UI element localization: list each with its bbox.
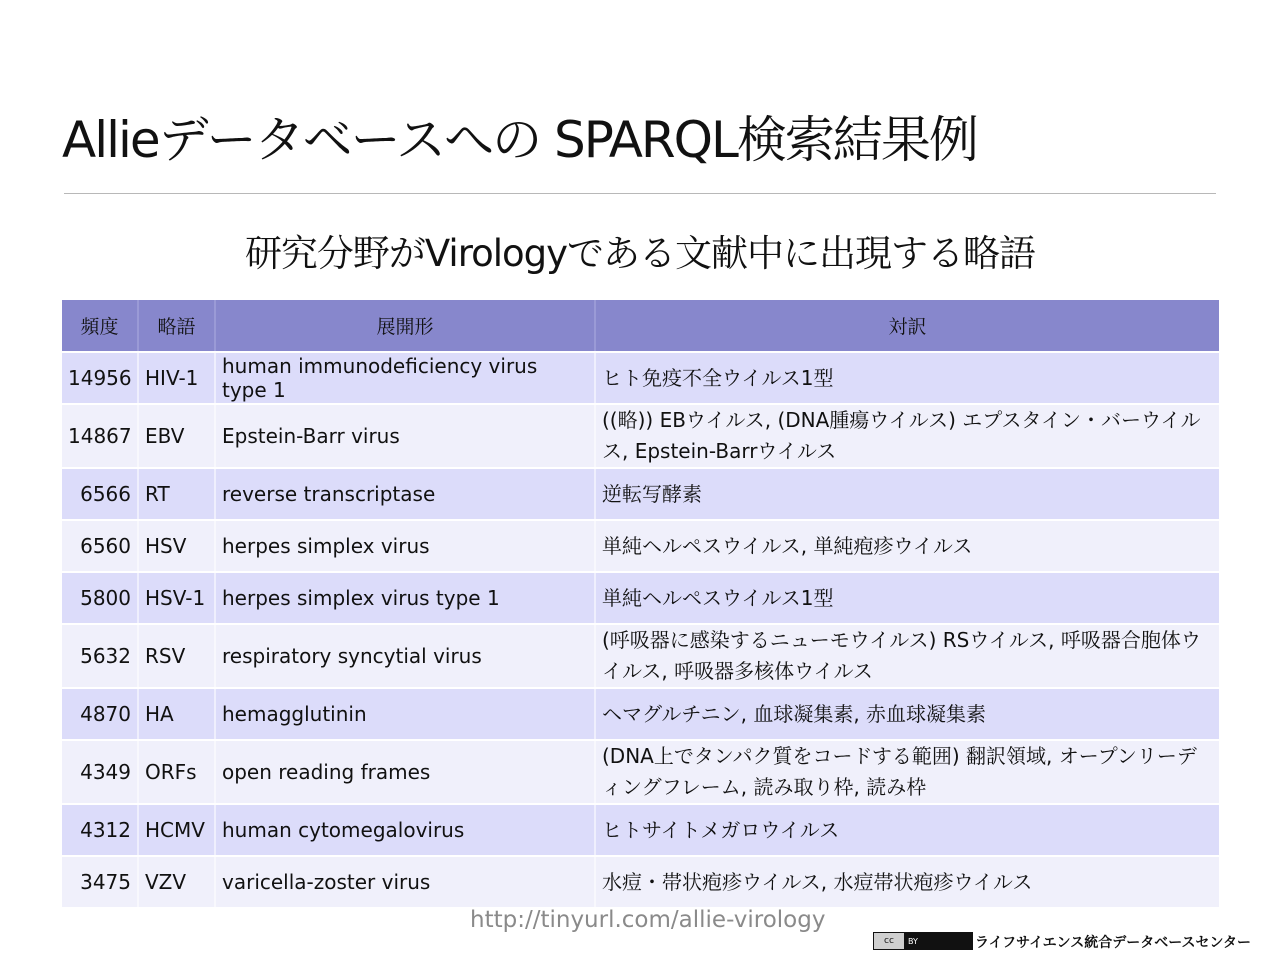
cell-translation: 水痘・帯状疱疹ウイルス, 水痘帯状疱疹ウイルス [596, 857, 1219, 907]
cell-abbreviation: RSV [139, 625, 216, 687]
cell-translation: (DNA上でタンパク質をコードする範囲) 翻訳領域, オープンリーディングフレーム, 読み取り枠, 読み枠 [596, 741, 1219, 803]
header-expansion: 展開形 [216, 300, 596, 351]
cc-icon: cc [874, 933, 904, 949]
cell-abbreviation: HSV-1 [139, 573, 216, 623]
slide-subtitle: 研究分野がVirologyである文献中に出現する略語 [244, 232, 1036, 275]
cell-translation: ヒトサイトメガロウイルス [596, 805, 1219, 855]
cell-frequency: 6560 [62, 521, 139, 571]
table-row [62, 405, 1219, 467]
cell-abbreviation: HCMV [139, 805, 216, 855]
cell-abbreviation: HIV-1 [139, 353, 216, 403]
header-frequency: 頻度 [62, 300, 139, 351]
table-row [62, 469, 1219, 519]
cell-expansion: hemagglutinin [216, 689, 596, 739]
cell-abbreviation: ORFs [139, 741, 216, 803]
cell-frequency: 4349 [62, 741, 139, 803]
cell-translation: ヒト免疫不全ウイルス1型 [596, 353, 1219, 403]
header-abbreviation: 略語 [139, 300, 216, 351]
source-url-link[interactable]: http://tinyurl.com/allie-virology [470, 907, 826, 933]
cell-expansion: human immunodeficiency virus type 1 [216, 353, 596, 403]
organization-name: ライフサイエンス統合データベースセンター [975, 935, 1251, 951]
cell-frequency: 6566 [62, 469, 139, 519]
cell-frequency: 14956 [62, 353, 139, 403]
results-table [62, 298, 1219, 909]
cell-expansion: human cytomegalovirus [216, 805, 596, 855]
cell-translation: 逆転写酵素 [596, 469, 1219, 519]
table-row [62, 805, 1219, 855]
table-row [62, 521, 1219, 571]
slide-title: Allieデータベースへの SPARQL検索結果例 [62, 111, 977, 169]
cell-frequency: 5632 [62, 625, 139, 687]
table-header-row [62, 300, 1219, 351]
cell-expansion: varicella-zoster virus [216, 857, 596, 907]
cell-abbreviation: HSV [139, 521, 216, 571]
cell-abbreviation: VZV [139, 857, 216, 907]
cell-abbreviation: HA [139, 689, 216, 739]
cell-frequency: 4312 [62, 805, 139, 855]
table-row [62, 353, 1219, 403]
table-row [62, 741, 1219, 803]
table-row [62, 573, 1219, 623]
cell-expansion: open reading frames [216, 741, 596, 803]
cell-expansion: reverse transcriptase [216, 469, 596, 519]
cell-abbreviation: EBV [139, 405, 216, 467]
cell-frequency: 4870 [62, 689, 139, 739]
cc-by-license-badge [873, 932, 973, 950]
cell-frequency: 14867 [62, 405, 139, 467]
cell-translation: 単純ヘルペスウイルス1型 [596, 573, 1219, 623]
cell-expansion: herpes simplex virus type 1 [216, 573, 596, 623]
title-divider [64, 193, 1216, 194]
cell-expansion: respiratory syncytial virus [216, 625, 596, 687]
cell-frequency: 5800 [62, 573, 139, 623]
cell-translation: ((略)) EBウイルス, (DNA腫瘍ウイルス) エプスタイン・バーウイルス, Epstein-Barrウイルス [596, 405, 1219, 467]
cell-translation: 単純ヘルペスウイルス, 単純疱疹ウイルス [596, 521, 1219, 571]
cell-translation: (呼吸器に感染するニューモウイルス) RSウイルス, 呼吸器合胞体ウイルス, 呼吸器多核体ウイルス [596, 625, 1219, 687]
cell-expansion: Epstein-Barr virus [216, 405, 596, 467]
cell-expansion: herpes simplex virus [216, 521, 596, 571]
table-row [62, 857, 1219, 907]
cell-frequency: 3475 [62, 857, 139, 907]
table-row [62, 689, 1219, 739]
cell-translation: ヘマグルチニン, 血球凝集素, 赤血球凝集素 [596, 689, 1219, 739]
by-icon: BY [904, 933, 972, 949]
header-translation: 対訳 [596, 300, 1219, 351]
cell-abbreviation: RT [139, 469, 216, 519]
table-row [62, 625, 1219, 687]
